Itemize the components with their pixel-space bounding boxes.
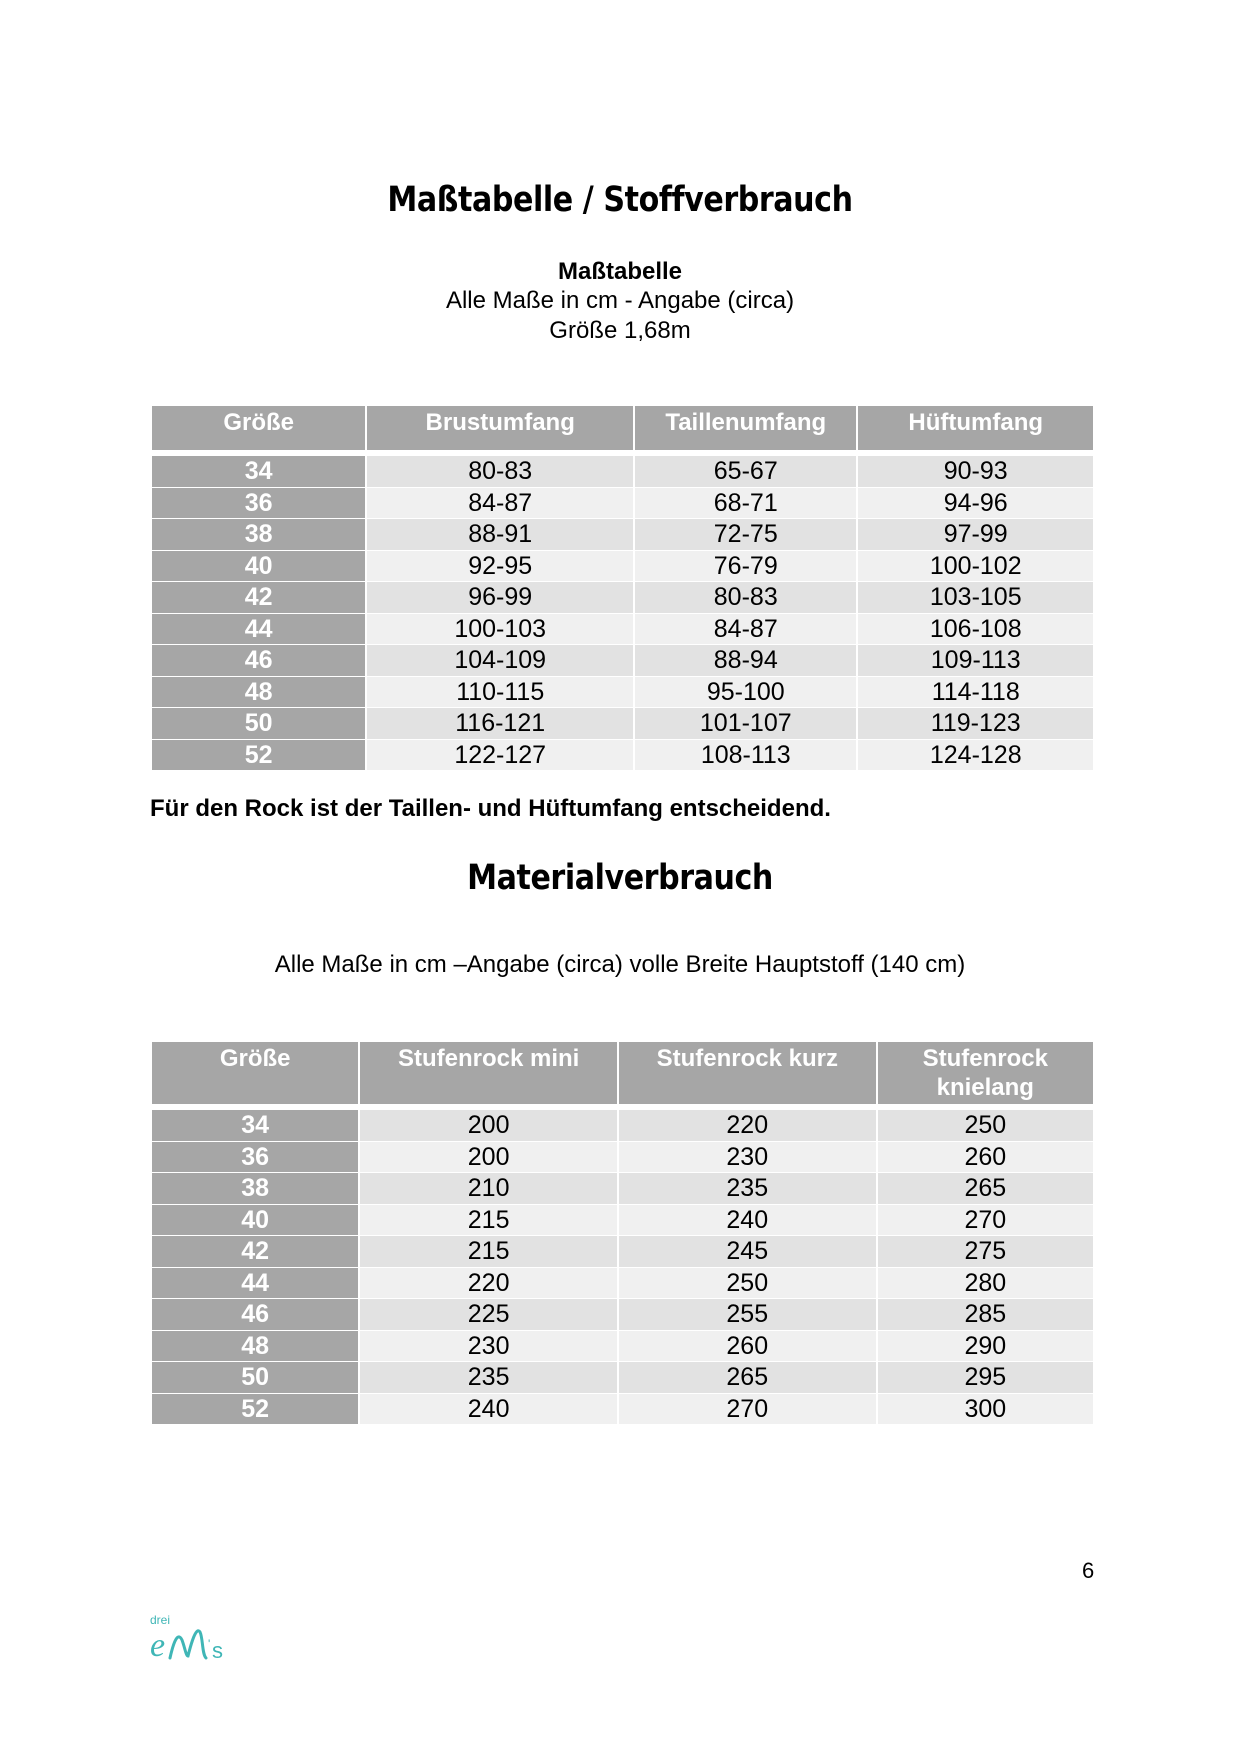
table-row — [152, 707, 1093, 739]
size-cell: 44 — [152, 1267, 358, 1299]
size-cell: 42 — [152, 581, 365, 613]
size-cell: 46 — [152, 644, 365, 676]
size-cell: 46 — [152, 1298, 358, 1330]
table-row — [152, 644, 1093, 676]
column-header: Größe — [152, 406, 365, 450]
height-note: Größe 1,68m — [549, 317, 691, 344]
value-cell: 103-105 — [858, 581, 1093, 613]
value-cell: 100-102 — [858, 550, 1093, 582]
table-row — [152, 487, 1093, 519]
size-cell: 34 — [152, 455, 365, 487]
table-row — [152, 581, 1093, 613]
value-cell: 116-121 — [367, 707, 633, 739]
value-cell: 90-93 — [858, 455, 1093, 487]
size-cell: 50 — [152, 1361, 358, 1393]
table-row — [152, 613, 1093, 645]
table-row — [152, 1267, 1093, 1299]
value-cell: 260 — [878, 1141, 1093, 1173]
value-cell: 100-103 — [367, 613, 633, 645]
value-cell: 80-83 — [367, 455, 633, 487]
value-cell: 215 — [360, 1235, 617, 1267]
svg-text:e: e — [150, 1627, 166, 1664]
value-cell: 76-79 — [635, 550, 856, 582]
size-cell: 42 — [152, 1235, 358, 1267]
skirt-note: Für den Rock ist der Taillen- und Hüftumfang entscheidend. — [150, 795, 831, 822]
table-row — [152, 1330, 1093, 1362]
value-cell: 72-75 — [635, 518, 856, 550]
value-cell: 225 — [360, 1298, 617, 1330]
column-header: Hüftumfang — [858, 406, 1093, 450]
size-cell: 52 — [152, 739, 365, 771]
value-cell: 104-109 — [367, 644, 633, 676]
value-cell: 250 — [878, 1109, 1093, 1141]
table-row — [152, 1204, 1093, 1236]
column-header: Größe — [152, 1042, 358, 1104]
size-cell: 40 — [152, 1204, 358, 1236]
table-row — [152, 1109, 1093, 1141]
column-header: Stufenrock kurz — [619, 1042, 876, 1104]
column-header: Taillenumfang — [635, 406, 856, 450]
size-cell: 38 — [152, 1172, 358, 1204]
table-row — [152, 518, 1093, 550]
value-cell: 88-91 — [367, 518, 633, 550]
column-header: Brustumfang — [367, 406, 633, 450]
measure-table-heading: Maßtabelle — [557, 258, 683, 285]
table-row — [152, 1141, 1093, 1173]
value-cell: 119-123 — [858, 707, 1093, 739]
material-table-body — [152, 1104, 1093, 1424]
value-cell: 215 — [360, 1204, 617, 1236]
value-cell: 270 — [878, 1204, 1093, 1236]
value-cell: 285 — [878, 1298, 1093, 1330]
value-cell: 250 — [619, 1267, 876, 1299]
size-cell: 40 — [152, 550, 365, 582]
value-cell: 245 — [619, 1235, 876, 1267]
material-subtitle: Alle Maße in cm –Angabe (circa) volle Breite Hauptstoff (140 cm) — [274, 951, 966, 978]
value-cell: 220 — [619, 1109, 876, 1141]
value-cell: 94-96 — [858, 487, 1093, 519]
table-row — [152, 1235, 1093, 1267]
size-cell: 48 — [152, 676, 365, 708]
table-row — [152, 1393, 1093, 1425]
value-cell: 92-95 — [367, 550, 633, 582]
value-cell: 265 — [619, 1361, 876, 1393]
section-title-material: Materialverbrauch — [467, 858, 773, 898]
value-cell: 88-94 — [635, 644, 856, 676]
value-cell: 290 — [878, 1330, 1093, 1362]
value-cell: 200 — [360, 1141, 617, 1173]
page-number: 6 — [1082, 1558, 1095, 1583]
value-cell: 97-99 — [858, 518, 1093, 550]
value-cell: 255 — [619, 1298, 876, 1330]
value-cell: 106-108 — [858, 613, 1093, 645]
value-cell: 101-107 — [635, 707, 856, 739]
svg-text:': ' — [208, 1637, 211, 1651]
value-cell: 84-87 — [367, 487, 633, 519]
value-cell: 84-87 — [635, 613, 856, 645]
value-cell: 114-118 — [858, 676, 1093, 708]
measure-table-subtitle: Alle Maße in cm - Angabe (circa) — [445, 287, 795, 314]
size-cell: 34 — [152, 1109, 358, 1141]
size-cell: 52 — [152, 1393, 358, 1425]
table-row — [152, 1361, 1093, 1393]
svg-text:s: s — [212, 1638, 223, 1663]
material-table — [150, 1042, 1095, 1424]
size-cell: 36 — [152, 1141, 358, 1173]
svg-text:drei: drei — [150, 1613, 171, 1627]
drei-ems-logo — [148, 1610, 248, 1670]
size-cell: 38 — [152, 518, 365, 550]
value-cell: 270 — [619, 1393, 876, 1425]
value-cell: 265 — [878, 1172, 1093, 1204]
value-cell: 65-67 — [635, 455, 856, 487]
table-row — [152, 739, 1093, 771]
value-cell: 95-100 — [635, 676, 856, 708]
value-cell: 96-99 — [367, 581, 633, 613]
value-cell: 200 — [360, 1109, 617, 1141]
value-cell: 300 — [878, 1393, 1093, 1425]
table-row — [152, 1298, 1093, 1330]
value-cell: 230 — [360, 1330, 617, 1362]
value-cell: 230 — [619, 1141, 876, 1173]
value-cell: 210 — [360, 1172, 617, 1204]
size-cell: 50 — [152, 707, 365, 739]
size-cell: 36 — [152, 487, 365, 519]
value-cell: 275 — [878, 1235, 1093, 1267]
table-row — [152, 1172, 1093, 1204]
value-cell: 235 — [619, 1172, 876, 1204]
value-cell: 109-113 — [858, 644, 1093, 676]
value-cell: 108-113 — [635, 739, 856, 771]
value-cell: 280 — [878, 1267, 1093, 1299]
measure-table — [150, 406, 1095, 770]
size-cell: 44 — [152, 613, 365, 645]
size-cell: 48 — [152, 1330, 358, 1362]
value-cell: 295 — [878, 1361, 1093, 1393]
column-header: Stufenrock mini — [360, 1042, 617, 1104]
value-cell: 80-83 — [635, 581, 856, 613]
table-row — [152, 550, 1093, 582]
value-cell: 220 — [360, 1267, 617, 1299]
value-cell: 260 — [619, 1330, 876, 1362]
column-header: Stufenrock knielang — [878, 1042, 1093, 1104]
value-cell: 124-128 — [858, 739, 1093, 771]
page-title: Maßtabelle / Stoffverbrauch — [387, 180, 853, 220]
value-cell: 110-115 — [367, 676, 633, 708]
table-row — [152, 455, 1093, 487]
value-cell: 240 — [619, 1204, 876, 1236]
value-cell: 122-127 — [367, 739, 633, 771]
value-cell: 68-71 — [635, 487, 856, 519]
measure-table-body — [152, 450, 1093, 770]
value-cell: 240 — [360, 1393, 617, 1425]
table-row — [152, 676, 1093, 708]
value-cell: 235 — [360, 1361, 617, 1393]
